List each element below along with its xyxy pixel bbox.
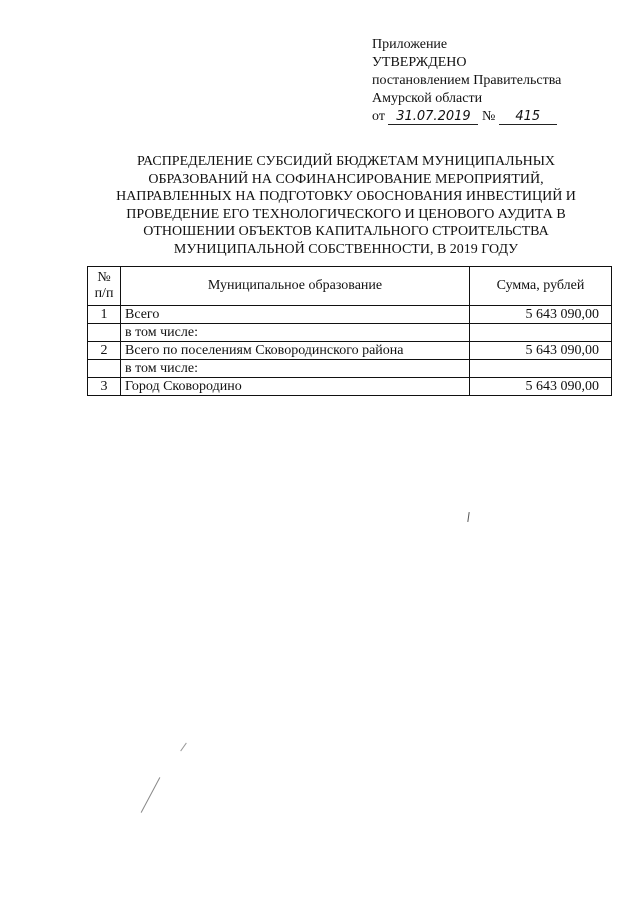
scan-artifact-mark [141,777,161,813]
document-title [80,153,612,258]
approval-from-label: от [372,109,385,124]
row-amount: 5 643 090,00 [470,342,612,360]
approval-number-label: № [481,109,496,124]
row-municipality: в том числе: [121,324,470,342]
row-amount: 5 643 090,00 [470,378,612,396]
row-municipality: в том числе: [121,360,470,378]
row-amount [470,360,612,378]
row-municipality: Город Сковородино [121,378,470,396]
header-municipality: Муниципальное образование [121,267,470,306]
title-line-1: РАСПРЕДЕЛЕНИЕ СУБСИДИЙ БЮДЖЕТАМ МУНИЦИПАЛЬНЫХ [136,154,556,169]
subsidy-table [87,266,612,396]
table-header-row [88,267,612,306]
approval-date: 31.07.2019 [388,109,478,125]
approval-appendix: Приложение [372,37,448,52]
row-num [88,360,121,378]
header-amount: Сумма, рублей [470,267,612,306]
header-num-symbol: № [97,270,111,285]
title-line-2: ОБРАЗОВАНИЙ НА СОФИНАНСИРОВАНИЕ МЕРОПРИЯТИЙ, [148,171,544,187]
row-amount: 5 643 090,00 [470,306,612,324]
table-row [88,324,612,342]
title-line-6: МУНИЦИПАЛЬНОЙ СОБСТВЕННОСТИ, В 2019 ГОДУ [173,241,519,257]
approval-resolution: постановлением Правительства [372,73,562,88]
row-num: 1 [88,306,121,324]
title-line-3: НАПРАВЛЕННЫХ НА ПОДГОТОВКУ ОБОСНОВАНИЯ ИНВЕСТИЦИЙ И [116,189,576,204]
approval-number: 415 [499,109,557,125]
row-num: 2 [88,342,121,360]
scan-artifact-mark [180,743,187,752]
row-num [88,324,121,342]
header-num [88,267,121,306]
table-row [88,306,612,324]
scan-artifact-mark [467,512,469,522]
row-municipality: Всего [121,306,470,324]
row-municipality: Всего по поселениям Сковородинского района [121,342,470,360]
approval-approved: УТВЕРЖДЕНО [372,55,467,70]
approval-date-line [372,108,622,126]
title-line-5: ОТНОШЕНИИ ОБЪЕКТОВ КАПИТАЛЬНОГО СТРОИТЕЛЬСТВА [143,224,549,239]
approval-stamp [372,36,622,126]
approval-region: Амурской области [372,91,483,106]
row-amount [470,324,612,342]
table-row [88,360,612,378]
title-line-4: ПРОВЕДЕНИЕ ЕГО ТЕХНОЛОГИЧЕСКОГО И ЦЕНОВОГО АУДИТА В [126,206,566,222]
row-num: 3 [88,378,121,396]
table-row [88,342,612,360]
header-num-abbr: п/п [94,286,114,301]
table-row [88,378,612,396]
